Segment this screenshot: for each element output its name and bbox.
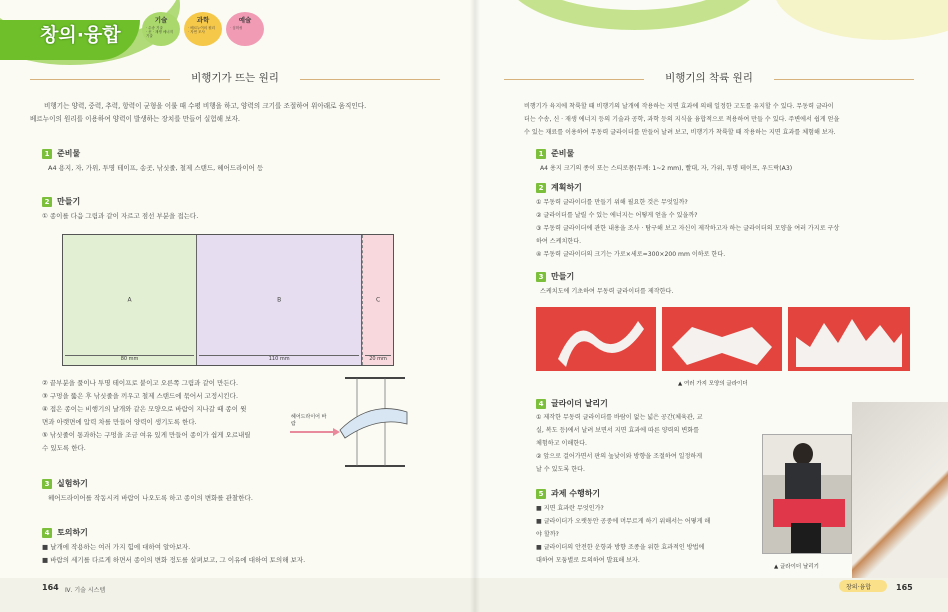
book-gutter <box>470 0 480 612</box>
left-section-4-text: ■ 날개에 작용하는 여러 가지 힘에 대하여 알아보자. ■ 바람의 세기를 다르게 하면서 종이의 변화 정도를 살펴보고, 그 이유에 대하여 토의해 보자. <box>42 543 306 564</box>
subject-science: 과학 · 베르누이의 원리 · 자연 모사 <box>184 12 222 46</box>
left-section-2-text: ① 종이를 다음 그림과 같이 자르고 점선 부분을 접는다. <box>42 212 199 220</box>
left-section-3-text: 헤어드라이어를 작동시켜 바람이 나오도록 하고 종이의 변화를 관찰한다. <box>48 494 253 502</box>
glider-caption-2: ▲ 글라이더 날리기 <box>774 564 819 570</box>
right-section-1-text: A4 용지 크기의 종이 또는 스티로폼(두께: 1~2 mm), 빨대, 자, 가위, 투명 테이프, 우드락(A3) <box>540 165 793 172</box>
diagram-part-a: A 80 mm <box>63 235 197 365</box>
page-number-left: 164 <box>42 583 59 592</box>
right-section-4-text: ① 제작한 무동력 글라이더를 바람이 없는 넓은 공간(체육관, 교 실, 복도 등)에서 날려 보면서 지면 효과에 따른 양력의 변화를 체험하고 이해한다. ② 앞으로 걸어가면서 판의 높낮이와 방향을 조절하여 일정하게 날 수 있도록 한다. <box>536 414 703 473</box>
right-section-3: 3 만들기 <box>536 271 574 282</box>
right-section-2-text: ① 무동력 글라이더를 만들기 위해 필요한 것은 무엇일까? ② 글라이더를 날릴 수 있는 에너지는 어떻게 얻을 수 있을까? ③ 무동력 글라이더에 관한 내용을 조사 · 탐구해 보고 자신이 제작하고자 하는 글라이더의 모양을 여러 가지로 구상 하여 스케치한다. ④ 무동력 글라이더의 크기는 가로×세로=300×200 mm 이하로 한다. <box>536 199 840 258</box>
right-intro: 비행기가 육지에 착륙할 때 비행기의 날개에 작용하는 지면 효과에 의해 일정한 고도를 유지할 수 있다. 무동력 글라이 더는 수송, 신 · 재생 에너지 등의 기술과 공학, 과학 등의 지식을 융합적으로 적용하여 만들 수 있다. 주변에서 쉽게 얻을 수 있는 재료를 이용하여 무동력 글라이더를 만들어 날려 보고, 비행기가 착륙할 때 작용하는 지면 효과를 체험해 보자. <box>524 103 840 136</box>
glider-photo-3 <box>788 307 910 371</box>
decor-swirl-right-2 <box>774 0 948 40</box>
subject-technology: 기술 · 수송 기술 · 신 · 재생 에너지 기술 <box>142 12 180 46</box>
student-flying-glider-photo <box>762 434 852 554</box>
diagram-part-b: B 110 mm <box>197 235 362 365</box>
right-section-3-text: 스케치도에 기초하여 무동력 글라이더를 제작한다. <box>540 288 674 295</box>
right-footer-text: 창의·융합 <box>846 584 872 591</box>
right-page <box>474 0 948 612</box>
left-section-2: 2 만들기 <box>42 196 80 207</box>
section-badge: 창의·융합 <box>40 24 121 46</box>
left-footer-band <box>0 578 474 612</box>
right-title: 비행기의 착륙 원리 <box>504 70 914 88</box>
paper-cut-diagram <box>62 234 394 366</box>
corridor-photo <box>852 402 948 578</box>
left-section-1: 1 준비물 <box>42 148 80 159</box>
left-intro-2: 베르누이의 원리를 이용하여 양력이 발생하는 장치를 만들어 실험해 보자. <box>30 115 240 123</box>
right-section-4: 4 글라이더 날리기 <box>536 398 608 409</box>
glider-photo-2 <box>662 307 782 371</box>
right-section-5-text: ■ 지면 효과란 무엇인가? ■ 글라이더가 오랫동안 공중에 머무르게 하기 위해서는 어떻게 해 야 할까? ■ 글라이더의 안전한 운항과 방향 조종을 위한 효과적인 방법에 대하여 모둠별로 토의하여 발표해 보자. <box>536 505 711 564</box>
right-section-2: 2 계획하기 <box>536 182 582 193</box>
left-footer-text: Ⅳ. 기술 시스템 <box>65 587 106 594</box>
left-title: 비행기가 뜨는 원리 <box>30 70 440 88</box>
subject-art: 예술 · 심미성 <box>226 12 264 46</box>
glider-photo-1 <box>536 307 656 371</box>
left-section-4: 4 토의하기 <box>42 527 88 538</box>
left-intro: 비행기는 양력, 중력, 추력, 항력이 균형을 이룰 때 수평 비행을 하고, 양력의 크기를 조절하여 위아래로 움직인다. <box>44 102 367 110</box>
left-steps: ② 끝부분을 풀이나 투명 테이프로 붙이고 오른쪽 그림과 같이 만든다. ③ 구멍을 뚫은 후 낚싯줄을 끼우고 철제 스탠드에 묶어서 고정시킨다. ④ 접은 종이는 비행기의 날개와 같은 모양으로 바람이 지나갈 때 종이 윗 면과 아랫면에 압력 차를 만들어 양력이 생기도록 한다. ⑤ 낚싯줄이 통과하는 구멍을 조금 여유 있게 만들어 종이가 쉽게 오르내릴 수 있도록 한다. <box>42 379 251 452</box>
left-section-1-text: A4 용지, 자, 가위, 투명 테이프, 송곳, 낚싯줄, 철제 스탠드, 헤어드라이어 등 <box>48 164 264 172</box>
glider-caption-1: ▲ 여러 가지 모양의 글라이더 <box>678 381 748 387</box>
diagram-part-c: C 20 mm <box>362 235 393 365</box>
page-number-right: 165 <box>896 583 913 592</box>
right-section-5: 5 과제 수행하기 <box>536 488 600 499</box>
dryer-label: 헤어드라이어 바람 <box>291 414 327 427</box>
right-section-1: 1 준비물 <box>536 148 574 159</box>
left-section-3: 3 실험하기 <box>42 478 88 489</box>
